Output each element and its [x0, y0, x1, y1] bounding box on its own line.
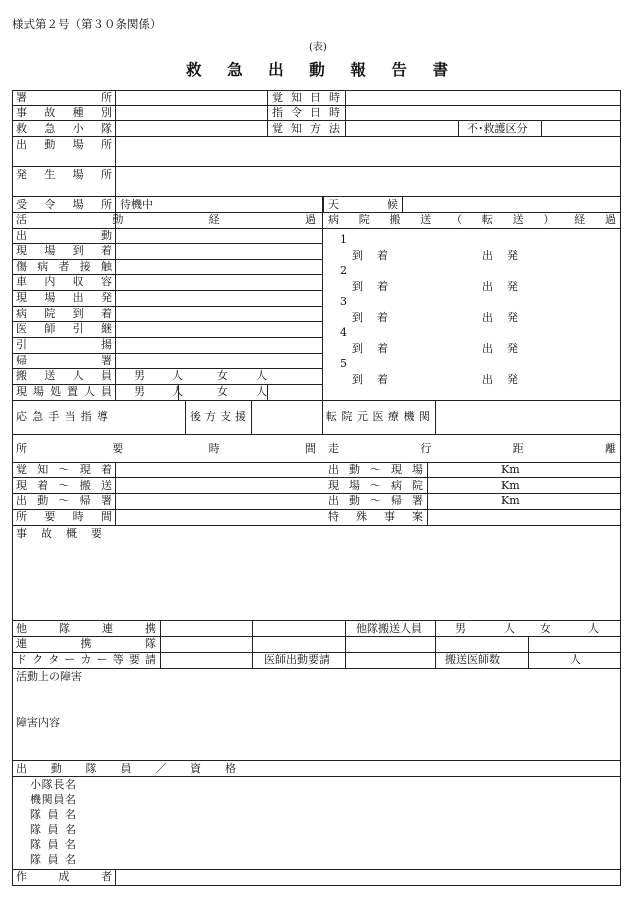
table-rule [12, 136, 621, 137]
activity-row-label: 医 師 引 継 [16, 322, 112, 335]
label-occurrence-location: 発 生 場 所 [16, 168, 112, 181]
table-rule [345, 90, 346, 137]
crew-member-label: 隊 員 名 [30, 808, 76, 821]
distance-row-label: 出 動 ～ 現 場 [328, 463, 423, 476]
table-rule [322, 196, 323, 435]
table-rule [427, 462, 428, 526]
label-order-location: 受 令 場 所 [16, 198, 112, 211]
female-label: 女 [540, 622, 551, 635]
table-rule [435, 620, 436, 669]
female-label: 女 [217, 385, 228, 398]
table-rule [12, 400, 621, 401]
activity-row-label: 現 場 出 発 [16, 291, 112, 304]
arrive-label: 到 着 [352, 373, 388, 386]
person-label: 人 [256, 369, 267, 382]
label-liaison: 連 携 隊 [16, 637, 156, 650]
label-weather: 天 候 [328, 198, 398, 211]
table-rule [251, 400, 252, 435]
label-transfer-origin: 転 院 元 医 療 機 関 [326, 410, 430, 423]
arrive-label: 到 着 [352, 342, 388, 355]
table-rule [402, 196, 403, 213]
form-number: 様式第２号（第３０条関係） [12, 17, 162, 31]
person-label: 人 [570, 653, 581, 666]
crew-member-label: 隊 員 名 [30, 823, 76, 836]
label-doctors-count: 搬送医師数 [445, 653, 500, 666]
table-rule [12, 760, 621, 761]
table-rule [541, 120, 542, 137]
duration-header: 所 要 時 間 [16, 442, 316, 455]
crew-member-label: 隊 員 名 [30, 838, 76, 851]
person-label: 人 [504, 622, 515, 635]
arrive-label: 到 着 [352, 311, 388, 324]
value-standby: 待機中 [120, 198, 153, 211]
person-label: 人 [172, 385, 183, 398]
arrive-label: 到 着 [352, 280, 388, 293]
activity-row-label: 病 院 到 着 [16, 307, 112, 320]
label-obstacles: 活動上の障害 [16, 670, 82, 683]
table-rule [185, 400, 186, 435]
label-doctor-car: ド ク タ ー カ ー 等 要 請 [16, 653, 156, 666]
km-unit: Km [501, 494, 520, 507]
table-rule [115, 462, 116, 526]
table-rule [458, 120, 459, 137]
km-unit: Km [501, 479, 520, 492]
label-author: 作 成 者 [16, 870, 112, 883]
activity-row-label: 引 揚 [16, 338, 112, 351]
table-rule [267, 384, 268, 401]
table-rule [12, 434, 621, 435]
label-dispatch-location: 出 動 場 所 [16, 138, 112, 151]
hospital-transport-header: 病 院 搬 送 （ 転 送 ） 経 過 [328, 213, 616, 226]
table-rule [528, 636, 529, 669]
activity-row-label: 傷 病 者 接 触 [16, 260, 112, 273]
table-rule [345, 620, 346, 669]
label-rear-support: 後 方 支 援 [190, 410, 246, 423]
duration-row-label: 出 動 ～ 帰 署 [16, 494, 112, 507]
depart-label: 出 発 [482, 249, 518, 262]
crew-header: 出 動 隊 員 ／ 資 格 [16, 762, 236, 775]
label-non-transport: 不･救護区分 [467, 122, 528, 135]
hospital-number: 1 [340, 233, 347, 246]
table-rule [267, 90, 268, 137]
hospital-number: 3 [340, 295, 347, 308]
table-rule [12, 620, 621, 621]
distance-row-label: 出 動 ～ 帰 署 [328, 494, 423, 507]
hospital-number: 5 [340, 357, 347, 370]
hospital-number: 4 [340, 326, 347, 339]
label-overview: 事 故 概 要 [16, 527, 102, 540]
table-rule [12, 668, 621, 669]
form-side-label: (表) [309, 42, 327, 53]
depart-label: 出 発 [482, 280, 518, 293]
table-rule [12, 166, 621, 167]
label-other-unit: 他 隊 連 携 [16, 622, 156, 635]
activity-row-label: 現 場 到 着 [16, 244, 112, 257]
table-rule [12, 885, 621, 886]
distance-row-label: 特 殊 事 案 [328, 510, 423, 523]
activity-row-label: 現 場 処 置 人 員 [16, 385, 112, 398]
table-rule [12, 90, 13, 886]
person-label: 人 [172, 369, 183, 382]
table-rule [12, 477, 621, 478]
label-other-transport: 他隊搬送人員 [356, 622, 422, 635]
duration-row-label: 現 着 ～ 搬 送 [16, 479, 112, 492]
crew-member-label: 小 隊 長 名 [30, 778, 76, 791]
table-rule [115, 228, 116, 401]
table-rule [323, 196, 324, 213]
hospital-number: 2 [340, 264, 347, 277]
table-rule [115, 90, 116, 229]
km-unit: Km [501, 463, 520, 476]
table-rule [12, 525, 621, 526]
crew-member-label: 機 関 員 名 [30, 793, 76, 806]
table-rule [435, 400, 436, 435]
activity-row-label: 車 内 収 容 [16, 275, 112, 288]
male-label: 男 [134, 369, 145, 382]
activity-header: 活 動 経 過 [16, 213, 316, 226]
form-title: 救 急 出 動 報 告 書 [186, 60, 448, 79]
label-doctor-dispatch: 医師出動要請 [264, 653, 330, 666]
distance-row-label: 現 場 ～ 病 院 [328, 479, 423, 492]
person-label: 人 [588, 622, 599, 635]
person-label: 人 [256, 385, 267, 398]
label-station: 署 所 [16, 91, 112, 104]
label-notified-time: 覚 知 日 時 [272, 91, 340, 104]
table-rule [12, 120, 621, 121]
label-first-aid: 応 急 手 当 指 導 [16, 410, 108, 423]
table-rule [12, 776, 621, 777]
table-rule [12, 196, 621, 197]
table-rule [620, 90, 621, 886]
label-command-time: 指 令 日 時 [272, 106, 340, 119]
depart-label: 出 発 [482, 311, 518, 324]
activity-row-label: 搬 送 人 員 [16, 369, 112, 382]
activity-row-label: 出 動 [16, 229, 112, 242]
table-rule [252, 620, 253, 669]
activity-row-label: 帰 署 [16, 354, 112, 367]
label-ems-unit: 救 急 小 隊 [16, 122, 112, 135]
label-obstacle-content: 障害内容 [16, 716, 60, 729]
duration-row-label: 覚 知 ～ 現 着 [16, 463, 112, 476]
label-accident-type: 事 故 種 別 [16, 106, 112, 119]
arrive-label: 到 着 [352, 249, 388, 262]
label-notification-method: 覚 知 方 法 [272, 122, 340, 135]
table-rule [160, 620, 161, 669]
distance-header: 走 行 距 離 [328, 442, 616, 455]
male-label: 男 [455, 622, 466, 635]
female-label: 女 [217, 369, 228, 382]
depart-label: 出 発 [482, 342, 518, 355]
crew-member-label: 隊 員 名 [30, 853, 76, 866]
duration-row-label: 所 要 時 間 [16, 510, 112, 523]
male-label: 男 [134, 385, 145, 398]
depart-label: 出 発 [482, 373, 518, 386]
table-rule [115, 869, 116, 886]
